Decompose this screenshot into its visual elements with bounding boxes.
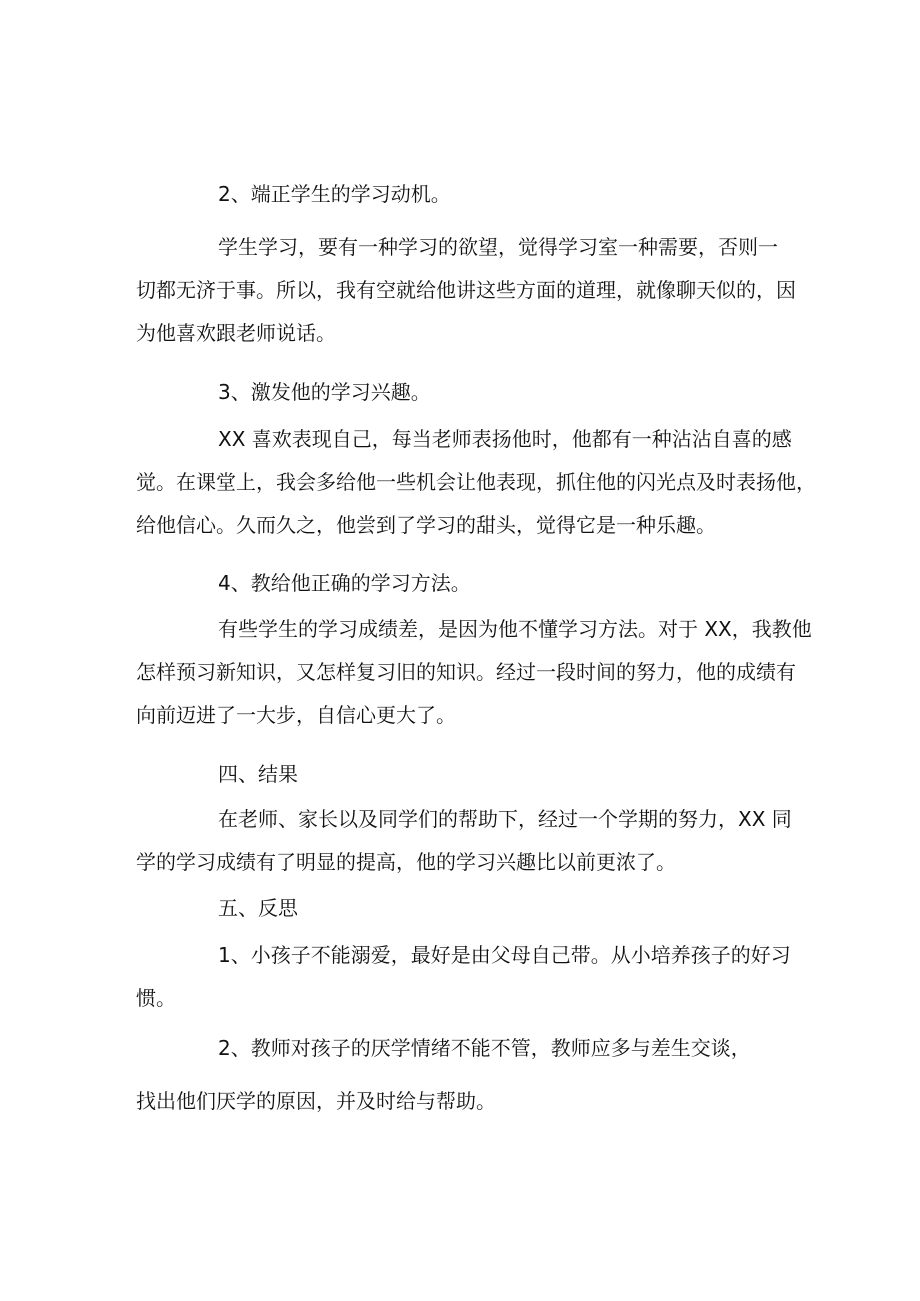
paragraph-line: 学的学习成绩有了明显的提高，他的学习兴趣比以前更浓了。 — [136, 850, 676, 874]
paragraph-line: 找出他们厌学的原因，并及时给与帮助。 — [136, 1089, 496, 1113]
paragraph-line: 1、小孩子不能溺爱，最好是由父母自己带。从小培养孩子的好习 — [218, 943, 791, 967]
paragraph-line: 觉。在课堂上，我会多给他一些机会让他表现，抓住他的闪光点及时表扬他， — [136, 470, 816, 494]
paragraph — [136, 798, 792, 884]
paragraph — [136, 608, 812, 737]
paragraph-line: 在老师、家长以及同学们的帮助下，经过一个学期的努力，XX 同 — [218, 807, 792, 831]
paragraph-line: 给他信心。久而久之，他尝到了学习的甜头，觉得它是一种乐趣。 — [136, 513, 716, 537]
paragraph-line: 怎样预习新知识，又怎样复习旧的知识。经过一段时间的努力，他的成绩有 — [136, 660, 796, 684]
section-heading: 四、结果 — [218, 762, 298, 786]
paragraph-line: XX 喜欢表现自己，每当老师表扬他时，他都有一种沾沾自喜的感 — [218, 427, 792, 451]
section-heading: 4、教给他正确的学习方法。 — [218, 571, 471, 595]
paragraph-line: 有些学生的学习成绩差，是因为他不懂学习方法。对于 XX，我教他 — [218, 617, 812, 641]
paragraph-line: 2、教师对孩子的厌学情绪不能不管，教师应多与差生交谈， — [218, 1036, 751, 1060]
section-heading: 五、反思 — [218, 896, 298, 920]
paragraph — [136, 226, 796, 355]
paragraph-line: 惯。 — [136, 986, 176, 1010]
paragraph-line: 切都无济于事。所以，我有空就给他讲这些方面的道理，就像聊天似的，因 — [136, 278, 796, 302]
paragraph — [136, 418, 816, 547]
section-heading: 2、端正学生的学习动机。 — [218, 182, 451, 206]
paragraph — [136, 934, 791, 1020]
paragraph-line: 为他喜欢跟老师说话。 — [136, 321, 336, 345]
paragraph-line: 学生学习，要有一种学习的欲望，觉得学习室一种需要，否则一 — [218, 235, 778, 259]
section-heading: 3、激发他的学习兴趣。 — [218, 380, 431, 404]
paragraph-line: 向前迈进了一大步，自信心更大了。 — [136, 703, 456, 727]
